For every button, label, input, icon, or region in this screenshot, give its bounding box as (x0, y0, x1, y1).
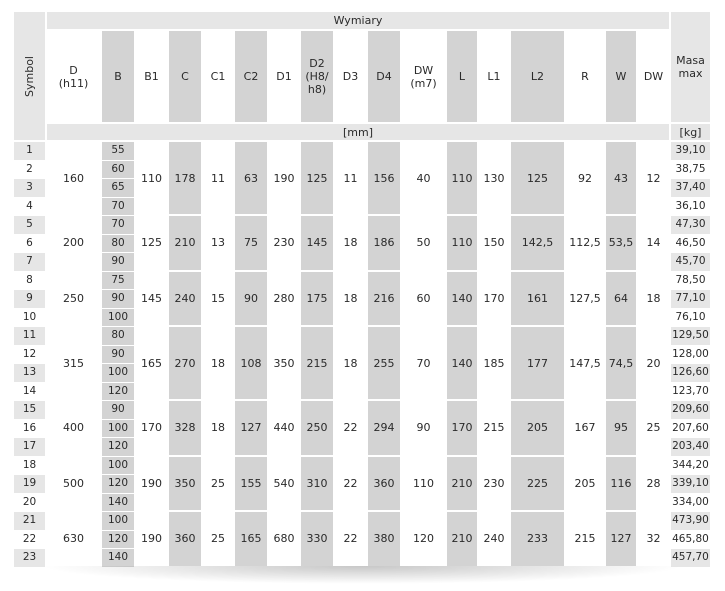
cell-d3: 22 (335, 457, 366, 511)
cell-l1: 215 (479, 401, 509, 455)
cell-l: 140 (447, 327, 477, 399)
cell-c1: 15 (203, 272, 233, 326)
cell-l1: 185 (479, 327, 509, 399)
cell-dw: 120 (402, 512, 445, 566)
column-header-dw2: DW (638, 31, 669, 122)
cell-b: 120 (102, 531, 134, 549)
masa-cell: 78,50 (671, 272, 710, 290)
symbol-cell: 22 (14, 531, 45, 549)
masa-cell: 38,75 (671, 161, 710, 179)
cell-r: 215 (566, 512, 604, 566)
cell-l: 210 (447, 512, 477, 566)
cell-b: 75 (102, 272, 134, 290)
symbol-cell: 8 (14, 272, 45, 290)
masa-cell: 344,20 (671, 457, 710, 475)
cell-b: 70 (102, 216, 134, 234)
masa-cell: 457,70 (671, 549, 710, 567)
cell-d: 160 (47, 142, 100, 214)
masa-cell: 36,10 (671, 198, 710, 216)
cell-b: 100 (102, 420, 134, 438)
cell-d2: 215 (301, 327, 333, 399)
cell-dw: 90 (402, 401, 445, 455)
cell-l1: 150 (479, 216, 509, 270)
cell-l2: 142,5 (511, 216, 564, 270)
cell-b: 65 (102, 179, 134, 197)
cell-d4: 360 (368, 457, 400, 511)
cell-b: 100 (102, 457, 134, 475)
wymiary-header: Wymiary (47, 12, 669, 29)
cell-b: 140 (102, 549, 134, 567)
column-header-c1: C1 (203, 31, 233, 122)
cell-dw: 70 (402, 327, 445, 399)
cell-b: 90 (102, 346, 134, 364)
masa-cell: 77,10 (671, 290, 710, 308)
cell-d3: 18 (335, 327, 366, 399)
cell-dw: 60 (402, 272, 445, 326)
cell-l: 170 (447, 401, 477, 455)
cell-b1: 145 (136, 272, 167, 326)
masa-cell: 47,30 (671, 216, 710, 234)
cell-d4: 216 (368, 272, 400, 326)
symbol-cell: 20 (14, 494, 45, 512)
cell-b: 100 (102, 364, 134, 382)
cell-c2: 90 (235, 272, 267, 326)
cell-l2: 205 (511, 401, 564, 455)
symbol-cell: 1 (14, 142, 45, 160)
symbol-cell: 2 (14, 161, 45, 179)
cell-l1: 240 (479, 512, 509, 566)
column-header-l: L (447, 31, 477, 122)
cell-b: 140 (102, 494, 134, 512)
symbol-header-label: Symbol (23, 55, 37, 97)
cell-b1: 170 (136, 401, 167, 455)
masa-cell: 128,00 (671, 346, 710, 364)
cell-d1: 540 (269, 457, 299, 511)
cell-c1: 11 (203, 142, 233, 214)
cell-d1: 280 (269, 272, 299, 326)
unit-mm: [mm] (47, 124, 669, 140)
column-header-d3: D3 (335, 31, 366, 122)
cell-b: 120 (102, 475, 134, 493)
masa-cell: 76,10 (671, 309, 710, 327)
cell-d1: 350 (269, 327, 299, 399)
cell-d2: 250 (301, 401, 333, 455)
unit-kg: [kg] (671, 124, 710, 140)
cell-d3: 22 (335, 401, 366, 455)
cell-d2: 125 (301, 142, 333, 214)
cell-r: 147,5 (566, 327, 604, 399)
masa-header: Masa max (671, 12, 710, 122)
cell-b: 100 (102, 309, 134, 327)
cell-l2: 125 (511, 142, 564, 214)
cell-w: 43 (606, 142, 636, 214)
cell-c1: 18 (203, 401, 233, 455)
symbol-header (14, 12, 45, 140)
symbol-cell: 11 (14, 327, 45, 345)
masa-cell: 46,50 (671, 235, 710, 253)
cell-dw2: 25 (638, 401, 669, 455)
cell-d: 500 (47, 457, 100, 511)
cell-w: 74,5 (606, 327, 636, 399)
cell-dw2: 18 (638, 272, 669, 326)
column-header-w: W (606, 31, 636, 122)
symbol-cell: 16 (14, 420, 45, 438)
cell-d4: 255 (368, 327, 400, 399)
masa-cell: 473,90 (671, 512, 710, 530)
cell-d: 315 (47, 327, 100, 399)
cell-dw: 110 (402, 457, 445, 511)
symbol-cell: 19 (14, 475, 45, 493)
masa-cell: 207,60 (671, 420, 710, 438)
symbol-cell: 21 (14, 512, 45, 530)
masa-cell: 465,80 (671, 531, 710, 549)
masa-cell: 45,70 (671, 253, 710, 271)
masa-cell: 129,50 (671, 327, 710, 345)
cell-c1: 13 (203, 216, 233, 270)
column-header-c: C (169, 31, 201, 122)
cell-l: 140 (447, 272, 477, 326)
cell-b: 90 (102, 253, 134, 271)
cell-r: 92 (566, 142, 604, 214)
cell-b: 120 (102, 383, 134, 401)
cell-w: 116 (606, 457, 636, 511)
symbol-cell: 15 (14, 401, 45, 419)
table-shadow (40, 566, 685, 584)
symbol-cell: 17 (14, 438, 45, 456)
cell-dw: 40 (402, 142, 445, 214)
cell-c1: 25 (203, 512, 233, 566)
cell-d3: 22 (335, 512, 366, 566)
cell-c1: 18 (203, 327, 233, 399)
cell-d3: 18 (335, 216, 366, 270)
cell-l2: 225 (511, 457, 564, 511)
cell-d3: 11 (335, 142, 366, 214)
symbol-cell: 14 (14, 383, 45, 401)
column-header-b: B (102, 31, 134, 122)
cell-d2: 330 (301, 512, 333, 566)
cell-l1: 230 (479, 457, 509, 511)
cell-c2: 75 (235, 216, 267, 270)
cell-dw2: 28 (638, 457, 669, 511)
cell-d1: 190 (269, 142, 299, 214)
cell-w: 64 (606, 272, 636, 326)
column-header-l2: L2 (511, 31, 564, 122)
cell-d2: 310 (301, 457, 333, 511)
cell-dw2: 14 (638, 216, 669, 270)
cell-b: 90 (102, 290, 134, 308)
cell-d4: 294 (368, 401, 400, 455)
column-header-d: D (h11) (47, 31, 100, 122)
cell-d2: 145 (301, 216, 333, 270)
symbol-cell: 5 (14, 216, 45, 234)
masa-cell: 203,40 (671, 438, 710, 456)
cell-b1: 110 (136, 142, 167, 214)
cell-r: 112,5 (566, 216, 604, 270)
cell-b: 120 (102, 438, 134, 456)
symbol-cell: 9 (14, 290, 45, 308)
cell-d4: 186 (368, 216, 400, 270)
cell-r: 167 (566, 401, 604, 455)
symbol-cell: 12 (14, 346, 45, 364)
cell-c: 240 (169, 272, 201, 326)
dimensions-table (14, 12, 710, 566)
cell-c: 328 (169, 401, 201, 455)
cell-b: 55 (102, 142, 134, 160)
cell-b: 80 (102, 235, 134, 253)
column-header-l1: L1 (479, 31, 509, 122)
cell-l: 110 (447, 216, 477, 270)
cell-d: 250 (47, 272, 100, 326)
symbol-cell: 18 (14, 457, 45, 475)
symbol-cell: 13 (14, 364, 45, 382)
cell-b: 90 (102, 401, 134, 419)
cell-r: 127,5 (566, 272, 604, 326)
cell-b: 70 (102, 198, 134, 216)
cell-c: 210 (169, 216, 201, 270)
cell-d: 630 (47, 512, 100, 566)
cell-b1: 125 (136, 216, 167, 270)
cell-l: 210 (447, 457, 477, 511)
cell-d1: 440 (269, 401, 299, 455)
cell-b1: 165 (136, 327, 167, 399)
cell-w: 53,5 (606, 216, 636, 270)
masa-cell: 39,10 (671, 142, 710, 160)
symbol-cell: 10 (14, 309, 45, 327)
cell-dw2: 20 (638, 327, 669, 399)
cell-c2: 63 (235, 142, 267, 214)
symbol-cell: 6 (14, 235, 45, 253)
column-header-b1: B1 (136, 31, 167, 122)
cell-l2: 177 (511, 327, 564, 399)
cell-l2: 161 (511, 272, 564, 326)
cell-c1: 25 (203, 457, 233, 511)
cell-b: 100 (102, 512, 134, 530)
column-header-c2: C2 (235, 31, 267, 122)
masa-cell: 339,10 (671, 475, 710, 493)
cell-b: 60 (102, 161, 134, 179)
symbol-cell: 23 (14, 549, 45, 567)
cell-d2: 175 (301, 272, 333, 326)
cell-d1: 230 (269, 216, 299, 270)
cell-c2: 155 (235, 457, 267, 511)
cell-l1: 130 (479, 142, 509, 214)
cell-b1: 190 (136, 457, 167, 511)
cell-dw2: 32 (638, 512, 669, 566)
cell-c: 360 (169, 512, 201, 566)
cell-d4: 380 (368, 512, 400, 566)
masa-cell: 37,40 (671, 179, 710, 197)
cell-w: 127 (606, 512, 636, 566)
cell-l2: 233 (511, 512, 564, 566)
masa-cell: 123,70 (671, 383, 710, 401)
cell-c2: 165 (235, 512, 267, 566)
cell-b: 80 (102, 327, 134, 345)
column-header-d1: D1 (269, 31, 299, 122)
cell-d1: 680 (269, 512, 299, 566)
cell-d: 400 (47, 401, 100, 455)
cell-dw2: 12 (638, 142, 669, 214)
cell-l: 110 (447, 142, 477, 214)
cell-d: 200 (47, 216, 100, 270)
symbol-cell: 7 (14, 253, 45, 271)
masa-cell: 209,60 (671, 401, 710, 419)
column-header-r: R (566, 31, 604, 122)
column-header-d4: D4 (368, 31, 400, 122)
cell-d3: 18 (335, 272, 366, 326)
cell-c: 178 (169, 142, 201, 214)
cell-c: 350 (169, 457, 201, 511)
cell-d4: 156 (368, 142, 400, 214)
cell-w: 95 (606, 401, 636, 455)
cell-c: 270 (169, 327, 201, 399)
column-header-dw: DW (m7) (402, 31, 445, 122)
symbol-cell: 4 (14, 198, 45, 216)
cell-l1: 170 (479, 272, 509, 326)
cell-r: 205 (566, 457, 604, 511)
column-header-d2: D2 (H8/ h8) (301, 31, 333, 122)
cell-c2: 108 (235, 327, 267, 399)
cell-b1: 190 (136, 512, 167, 566)
masa-cell: 334,00 (671, 494, 710, 512)
masa-cell: 126,60 (671, 364, 710, 382)
symbol-cell: 3 (14, 179, 45, 197)
cell-dw: 50 (402, 216, 445, 270)
cell-c2: 127 (235, 401, 267, 455)
